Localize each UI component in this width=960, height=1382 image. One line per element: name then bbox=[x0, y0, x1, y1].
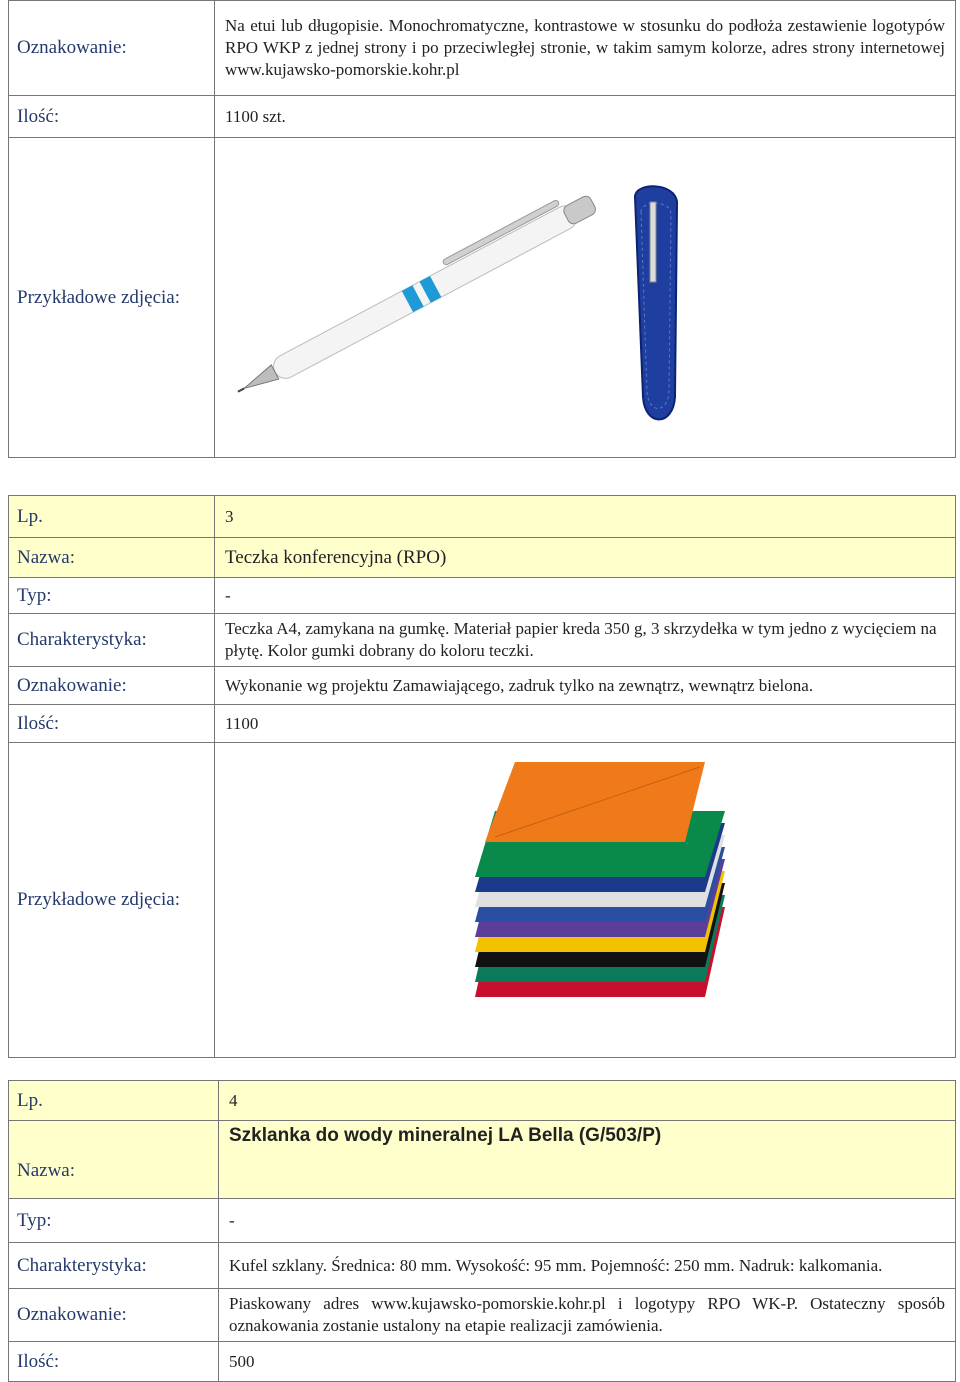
ilosc-label: Ilość: bbox=[9, 1342, 219, 1382]
folders-photo bbox=[225, 747, 945, 1047]
charakterystyka-text: Kufel szklany. Średnica: 80 mm. Wysokość: 95 mm. Pojemność: 250 mm. Nadruk: kalkomania. bbox=[219, 1243, 956, 1289]
ilosc-label: Ilość: bbox=[9, 96, 215, 138]
photos-label: Przykładowe zdjęcia: bbox=[9, 138, 215, 458]
oznakowanie-text: Na etui lub długopisie. Monochromatyczne, kontrastowe w stosunku do podłoża zestawienie logotypów RPO WKP z jednej strony i po przeciwległej stronie, w takim samym kolorze, adres strony internetowej www.kujawsko-pomorskie.kohr.pl bbox=[215, 1, 956, 96]
lp-label: Lp. bbox=[9, 496, 215, 538]
charakterystyka-label: Charakterystyka: bbox=[9, 1243, 219, 1289]
lp-label: Lp. bbox=[9, 1081, 219, 1121]
lp-value: 4 bbox=[219, 1081, 956, 1121]
ilosc-value: 1100 bbox=[215, 705, 956, 743]
item-4-table bbox=[8, 1080, 956, 1382]
lp-value: 3 bbox=[215, 496, 956, 538]
nazwa-value: Szklanka do wody mineralnej LA Bella (G/503/P) bbox=[219, 1121, 956, 1199]
item-3-table bbox=[8, 495, 956, 1058]
pen-photo bbox=[225, 142, 945, 447]
typ-label: Typ: bbox=[9, 578, 215, 614]
nazwa-label: Nazwa: bbox=[9, 1121, 219, 1199]
oznakowanie-label: Oznakowanie: bbox=[9, 1, 215, 96]
ilosc-value: 1100 szt. bbox=[215, 96, 956, 138]
typ-value: - bbox=[215, 578, 956, 614]
photos-label: Przykładowe zdjęcia: bbox=[9, 743, 215, 1058]
typ-label: Typ: bbox=[9, 1199, 219, 1243]
oznakowanie-text: Piaskowany adres www.kujawsko-pomorskie.kohr.pl i logotypy RPO WK-P. Ostateczny sposób oznakowania zostanie ustalony na etapie realizacji zamówienia. bbox=[219, 1289, 956, 1342]
oznakowanie-text: Wykonanie wg projektu Zamawiającego, zadruk tylko na zewnątrz, wewnątrz bielona. bbox=[215, 667, 956, 705]
oznakowanie-label: Oznakowanie: bbox=[9, 667, 215, 705]
ilosc-value: 500 bbox=[219, 1342, 956, 1382]
nazwa-label: Nazwa: bbox=[9, 538, 215, 578]
oznakowanie-label: Oznakowanie: bbox=[9, 1289, 219, 1342]
typ-value: - bbox=[219, 1199, 956, 1243]
photos-cell bbox=[215, 743, 956, 1058]
item-2-table bbox=[8, 0, 956, 458]
photos-cell bbox=[215, 138, 956, 458]
ilosc-label: Ilość: bbox=[9, 705, 215, 743]
charakterystyka-text: Teczka A4, zamykana na gumkę. Materiał papier kreda 350 g, 3 skrzydełka w tym jedno z wycięciem na płytę. Kolor gumki dobrany do koloru teczki. bbox=[215, 614, 956, 667]
nazwa-value: Teczka konferencyjna (RPO) bbox=[215, 538, 956, 578]
charakterystyka-label: Charakterystyka: bbox=[9, 614, 215, 667]
